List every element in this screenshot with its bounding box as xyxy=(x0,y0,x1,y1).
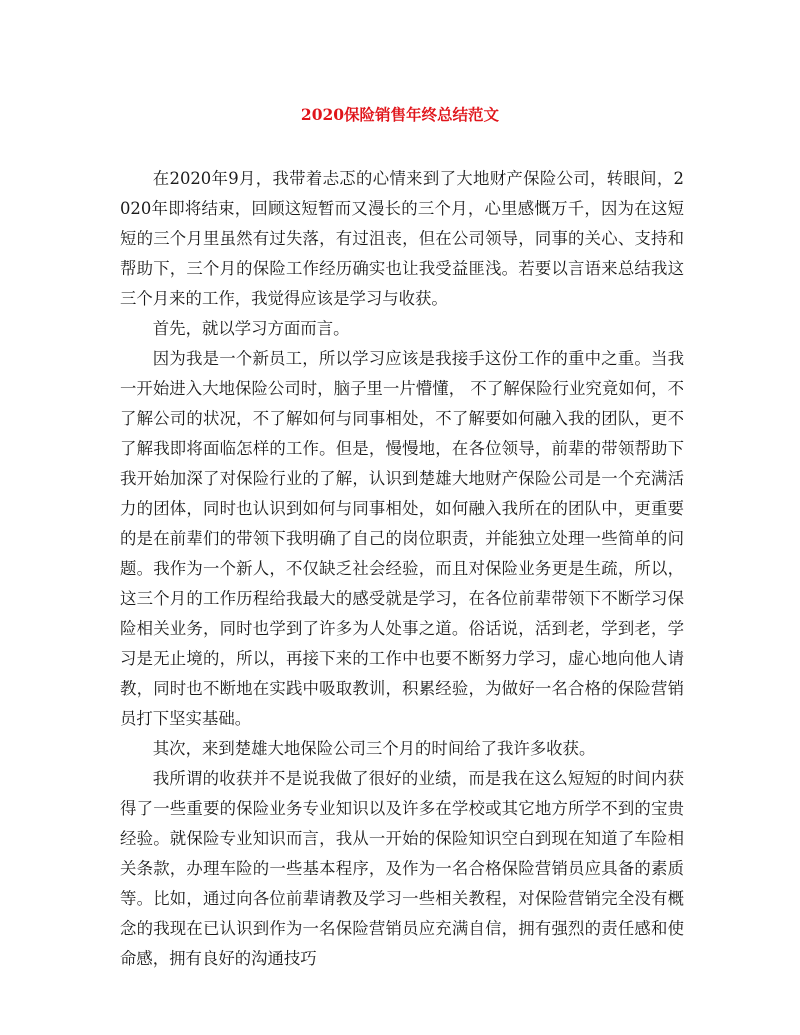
paragraph-learning: 因为我是一个新员工，所以学习应该是我接手这份工作的重中之重。当我一开始进入大地保险公司时，脑子里一片懵懂， 不了解保险行业究竟如何，不了解公司的状况，不了解如何与同事相处，不了解要如何融入我的团队，更不了解我即将面临怎样的工作。但是，慢慢地，在各位领导，前辈的带领帮助下我开始加深了对保险行业的了解，认识到楚雄大地财产保险公司是一个充满活力的团体，同时也认识到如何与同事相处，如何融入我所在的团队中，更重要的是在前辈们的带领下我明确了自己的岗位职责，并能独立处理一些简单的问题。我作为一个新人，不仅缺乏社会经验，而且对保险业务更是生疏，所以，这三个月的工作历程给我最大的感受就是学习，在各位前辈带领下不断学习保险相关业务，同时也学到了许多为人处事之道。俗话说，活到老，学到老，学习是无止境的，所以，再接下来的工作中也要不断努力学习，虚心地向他人请教，同时也不断地在实践中吸取教训，积累经验，为做好一名合格的保险营销员打下坚实基础。 xyxy=(120,349,684,728)
paragraph-gains-heading: 其次，来到楚雄大地保险公司三个月的时间给了我许多收获。 xyxy=(152,739,596,758)
paragraph-gains: 我所谓的收获并不是说我做了很好的业绩，而是我在这么短短的时间内获得了一些重要的保险业务专业知识以及许多在学校或其它地方所学不到的宝贵经验。就保险专业知识而言，我从一开始的保险知识空白到现在知道了车险相关条款，办理车险的一些基本程序，及作为一名合格保险营销员应具备的素质等。比如，通过向各位前辈请教及学习一些相关教程，对保险营销完全没有概念的我现在已认识到作为一名保险营销员应充满自信，拥有强烈的责任感和使命感，拥有良好的沟通技巧 xyxy=(120,769,684,968)
document-body xyxy=(120,164,684,974)
document-title: 2020保险销售年终总结范文 xyxy=(300,105,500,124)
paragraph-intro: 在2020年9月，我带着忐忑的心情来到了大地财产保险公司，转眼间，2020年即将结束，回顾这短暂而又漫长的三个月，心里感慨万千，因为在这短短的三个月里虽然有过失落，有过沮丧，但在公司领导，同事的关心、支持和帮助下，三个月的保险工作经历确实也让我受益匪浅。若要以言语来总结我这三个月来的工作，我觉得应该是学习与收获。 xyxy=(120,169,684,308)
paragraph-learning-heading: 首先，就以学习方面而言。 xyxy=(152,319,350,338)
